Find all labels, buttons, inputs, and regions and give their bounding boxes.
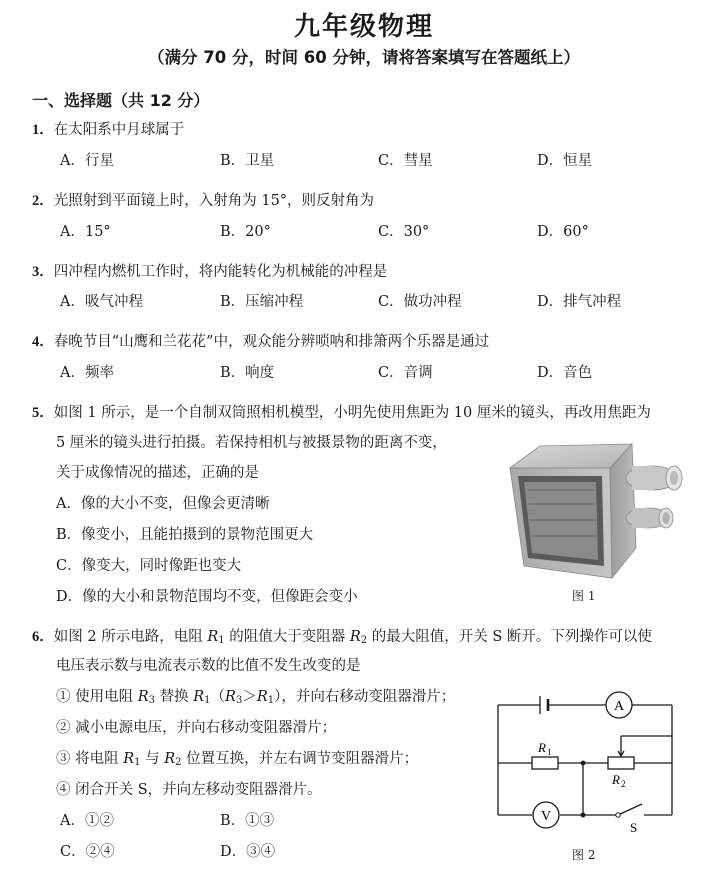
question-stem: 春晚节目“山鹰和兰花花”中，观众能分辨唢呐和排箫两个乐器是通过 — [53, 334, 490, 350]
subscript: 1 — [204, 695, 211, 706]
subscript: 3 — [235, 695, 243, 706]
op-text: 与 — [140, 751, 165, 767]
r2-subscript: 2 — [621, 779, 626, 789]
question-number: 3． — [32, 264, 54, 280]
question-stem-line-3: 关于成像情况的描述，正确的是 — [56, 465, 259, 481]
page-title: 九年级物理 — [293, 12, 434, 42]
var-r: R — [256, 689, 268, 705]
q3-option-c: C．做功冲程 — [378, 294, 462, 310]
op-text: （ — [210, 689, 226, 705]
figure-1-caption: 图 1 — [572, 589, 596, 603]
var-r: R — [225, 689, 236, 705]
question-2 — [32, 191, 374, 211]
question-1 — [32, 120, 184, 140]
operation-3 — [56, 749, 418, 773]
var-r: R — [193, 689, 205, 705]
section-heading: 一、选择题（共 12 分） — [32, 91, 210, 110]
subscript: 2 — [360, 635, 368, 646]
var-r: R — [123, 751, 135, 767]
switch-label: S — [630, 820, 638, 835]
q2-option-b: B．20° — [220, 224, 271, 240]
var-r: R — [207, 629, 219, 645]
question-stem: 光照射到平面镜上时，入射角为 15°，则反射角为 — [53, 193, 375, 209]
q6-option-c: C．②④ — [60, 844, 115, 860]
question-number: 2． — [32, 193, 54, 209]
question-6 — [32, 627, 652, 651]
operation-2: ② 减小电源电压，并向右移动变阻器滑片； — [56, 720, 337, 736]
q4-option-c: C．音调 — [378, 365, 433, 381]
operation-4: ④ 闭合开关 S，并向左移动变阻器滑片。 — [56, 782, 322, 798]
q6-option-b: B．①③ — [220, 813, 275, 829]
q3-option-a: A．吸气冲程 — [60, 294, 143, 310]
op-text: ③ 将电阻 — [56, 751, 124, 767]
question-stem-line-2: 电压表示数与电流表示数的比值不发生改变的是 — [56, 658, 361, 674]
stem-text: 如图 2 所示电路，电阻 — [53, 629, 208, 645]
op-text: ），并向右移动变阻器滑片； — [274, 689, 456, 705]
subscript: 1 — [134, 757, 141, 768]
operation-1 — [56, 687, 455, 711]
q3-option-d: D．排气冲程 — [537, 294, 622, 310]
q5-option-a: A．像的大小不变，但像会更清晰 — [56, 496, 270, 512]
r2-label: R — [612, 772, 620, 787]
figure-2-caption: 图 2 — [572, 848, 596, 862]
q2-option-a: A．15° — [60, 224, 111, 240]
q1-option-d: D．恒星 — [537, 153, 593, 169]
question-stem: 四冲程内燃机工作时，将内能转化为机械能的冲程是 — [53, 264, 388, 280]
figure-2-circuit-diagram — [488, 686, 682, 842]
voltmeter-label: V — [540, 809, 552, 824]
op-text: ＞ — [242, 689, 257, 705]
q3-option-b: B．压缩冲程 — [220, 294, 304, 310]
var-r: R — [164, 751, 176, 767]
q2-option-c: C．30° — [378, 224, 430, 240]
ammeter-label: A — [613, 699, 625, 714]
subscript: 1 — [218, 635, 225, 646]
stem-text: 的阻值大于变阻器 — [224, 629, 350, 645]
question-number: 4． — [32, 334, 54, 350]
q4-option-a: A．频率 — [60, 365, 114, 381]
var-r: R — [349, 629, 361, 645]
r1-subscript: 1 — [547, 747, 552, 757]
question-3 — [32, 262, 387, 282]
stem-text: 的最大阻值，开关 S 断开。下列操作可以使 — [367, 629, 652, 645]
op-text: ① 使用电阻 — [56, 689, 138, 705]
op-text: 替换 — [155, 689, 194, 705]
q5-option-b: B．像变小，且能拍摄到的景物范围更大 — [56, 527, 314, 543]
var-r: R — [137, 689, 149, 705]
q5-option-d: D．像的大小和景物范围均不变，但像距会变小 — [56, 589, 358, 605]
question-number: 5． — [32, 405, 54, 421]
question-stem-line-1: 如图 1 所示，是一个自制双筒照相机模型，小明先使用焦距为 10 厘米的镜头，再改用焦距为 — [53, 405, 651, 421]
question-stem: 在太阳系中月球属于 — [53, 122, 185, 138]
r1-label: R — [538, 740, 546, 755]
q5-option-c: C．像变大，同时像距也变大 — [56, 558, 242, 574]
question-stem-line-2: 5 厘米的镜头进行拍摄。若保持相机与被摄景物的距离不变， — [56, 435, 447, 451]
subscript: 3 — [148, 695, 156, 706]
exam-instructions: （满分 70 分，时间 60 分钟，请将答案填写在答题纸上） — [148, 48, 580, 67]
q1-option-c: C．彗星 — [378, 153, 433, 169]
q6-option-d: D．③④ — [220, 844, 276, 860]
q1-option-b: B．卫星 — [220, 153, 275, 169]
question-5 — [32, 403, 651, 423]
figure-1-camera-photo — [502, 438, 698, 586]
q4-option-d: D．音色 — [537, 365, 593, 381]
q1-option-a: A．行星 — [60, 153, 114, 169]
question-number: 1． — [32, 122, 54, 138]
subscript: 2 — [175, 757, 182, 768]
subscript: 1 — [267, 695, 275, 706]
q6-option-a: A．①② — [60, 813, 114, 829]
question-4 — [32, 332, 489, 352]
q2-option-d: D．60° — [537, 224, 589, 240]
op-text: 位置互换，并左右调节变阻器滑片； — [181, 751, 419, 767]
question-number: 6． — [32, 629, 54, 645]
q4-option-b: B．响度 — [220, 365, 275, 381]
